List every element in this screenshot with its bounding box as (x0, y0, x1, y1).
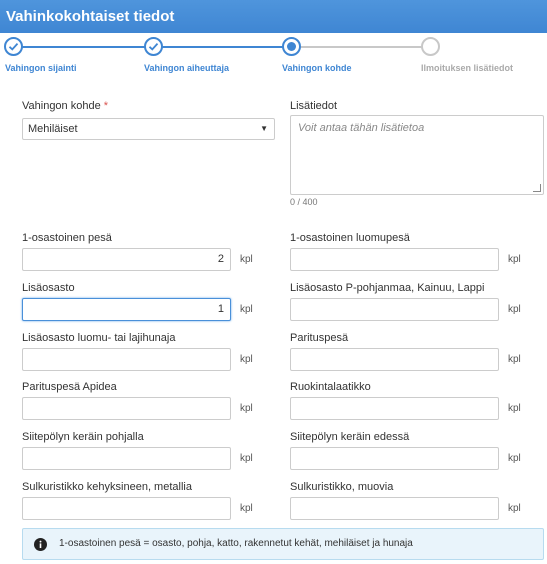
field-label: 1-osastoinen pesä (22, 232, 112, 244)
info-text: 1-osastoinen pesä = osasto, pohja, katto, rakennetut kehät, mehiläiset ja hunaja (59, 538, 413, 549)
field-label: Lisäosasto luomu- tai lajihunaja (22, 332, 176, 344)
field-label: Ruokintalaatikko (290, 381, 371, 393)
quantity-input-1-osastoinen-pesa[interactable]: 2 (22, 248, 231, 271)
step-label-lisatiedot: Ilmoituksen lisätiedot (421, 63, 514, 73)
quantity-input-lisaosasto[interactable]: 1 (22, 298, 231, 321)
step-2-check-icon[interactable] (144, 37, 163, 56)
notes-label: Lisätiedot (290, 100, 338, 112)
quantity-input-lisaosasto-pohjoinen[interactable] (290, 298, 499, 321)
resize-handle-icon[interactable] (533, 184, 541, 192)
step-3-current-icon[interactable] (282, 37, 301, 56)
field-label: Sulkuristikko kehyksineen, metallia (22, 481, 192, 493)
unit-label: kpl (508, 304, 521, 315)
target-select-value: Mehiläiset (28, 123, 78, 135)
field-label: Lisäosasto P-pohjanmaa, Kainuu, Lappi (290, 282, 485, 294)
quantity-input-siitepoly-pohjalla[interactable] (22, 447, 231, 470)
unit-label: kpl (240, 304, 253, 315)
unit-label: kpl (508, 453, 521, 464)
unit-label: kpl (240, 254, 253, 265)
caret-down-icon: ▼ (260, 124, 268, 133)
unit-label: kpl (508, 503, 521, 514)
field-label: 1-osastoinen luomupesä (290, 232, 410, 244)
quantity-input-ruokintalaatikko[interactable] (290, 397, 499, 420)
unit-label: kpl (508, 354, 521, 365)
unit-label: kpl (240, 354, 253, 365)
page-header (0, 0, 547, 33)
target-label (22, 100, 108, 112)
unit-label: kpl (508, 403, 521, 414)
step-connector (300, 46, 423, 48)
field-label: Parituspesä (290, 332, 349, 344)
step-connector (162, 46, 283, 48)
quantity-input-siitepoly-edessa[interactable] (290, 447, 499, 470)
step-connector (20, 46, 145, 48)
quantity-input-sulkuristikko-muovi[interactable] (290, 497, 499, 520)
notes-char-counter: 0 / 400 (290, 197, 318, 207)
step-label-sijainti[interactable]: Vahingon sijainti (5, 63, 77, 73)
info-circle-icon (34, 538, 47, 551)
step-label-kohde[interactable]: Vahingon kohde (282, 63, 352, 73)
target-select[interactable] (22, 118, 275, 140)
field-label: Siitepölyn keräin edessä (290, 431, 410, 443)
unit-label: kpl (508, 254, 521, 265)
field-label: Siitepölyn keräin pohjalla (22, 431, 144, 443)
info-box (22, 528, 544, 560)
quantity-input-sulkuristikko-metalli[interactable] (22, 497, 231, 520)
unit-label: kpl (240, 403, 253, 414)
quantity-input-parituspesa-apidea[interactable] (22, 397, 231, 420)
field-label: Lisäosasto (22, 282, 75, 294)
field-label: Parituspesä Apidea (22, 381, 117, 393)
target-label-text: Vahingon kohde (22, 100, 101, 112)
step-label-aiheuttaja[interactable]: Vahingon aiheuttaja (144, 63, 230, 73)
quantity-input-lisaosasto-luomu[interactable] (22, 348, 231, 371)
progress-stepper (0, 33, 547, 78)
quantity-input-1-osastoinen-luomupesa[interactable] (290, 248, 499, 271)
field-label: Sulkuristikko, muovia (290, 481, 394, 493)
quantity-input-parituspesa[interactable] (290, 348, 499, 371)
step-4-pending-icon (421, 37, 440, 56)
unit-label: kpl (240, 453, 253, 464)
unit-label: kpl (240, 503, 253, 514)
notes-textarea[interactable] (290, 115, 544, 195)
notes-placeholder: Voit antaa tähän lisätietoa (298, 122, 425, 134)
step-1-check-icon[interactable] (4, 37, 23, 56)
page-title: Vahinkokohtaiset tiedot (6, 8, 175, 25)
required-mark: * (103, 100, 109, 112)
